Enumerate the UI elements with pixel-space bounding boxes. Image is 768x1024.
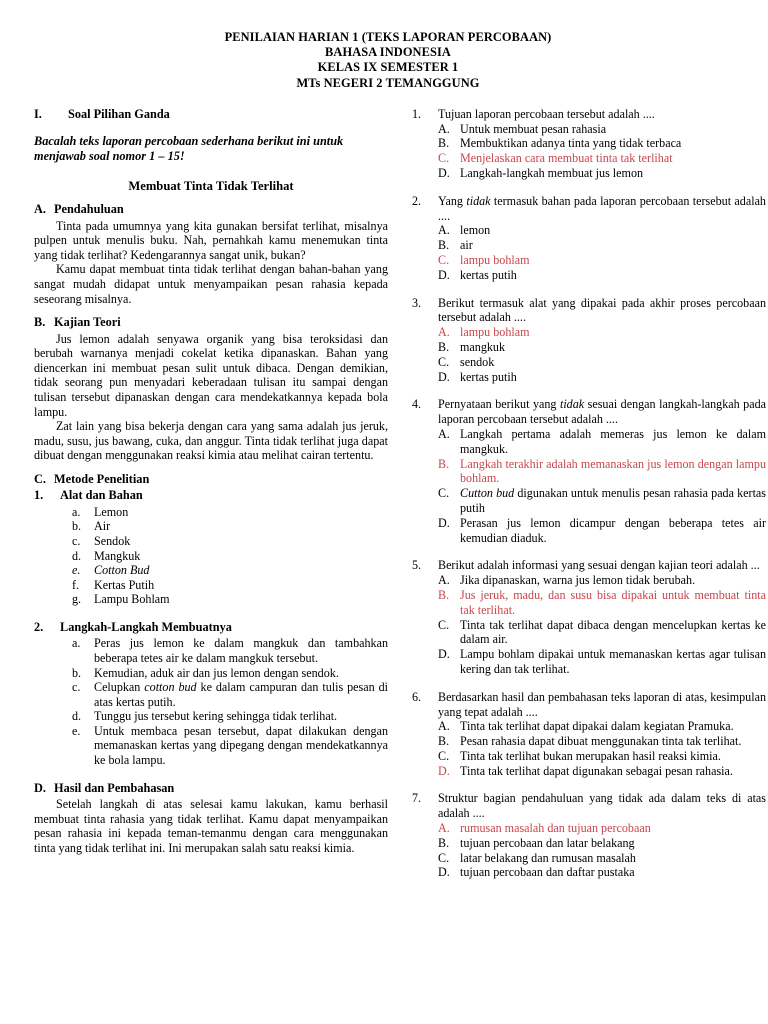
question-stem: [412, 558, 766, 573]
section-a-paragraph-2: Kamu dapat membuat tinta tidak terlihat dengan bahan-bahan yang sangat mudah didapat untuk menyampaikan pesan rahasia kepada seseorang misalnya.: [34, 262, 388, 306]
option-item[interactable]: [412, 268, 766, 283]
option-text: mangkuk: [460, 339, 506, 354]
question-number: 1.: [412, 106, 422, 121]
material-item-text: Cotton Bud: [94, 563, 150, 578]
question-text: Tujuan laporan percobaan tersebut adalah ....: [438, 106, 655, 121]
option-label: C.: [438, 850, 450, 865]
material-item-label: b.: [72, 519, 82, 534]
material-item: [34, 549, 388, 564]
left-column: [34, 107, 388, 856]
step-item: [34, 680, 388, 709]
option-text: Tinta tak terlihat dapat digunakan sebagai pesan rahasia.: [460, 763, 733, 778]
option-item[interactable]: [412, 734, 766, 749]
material-item-label: c.: [72, 533, 81, 548]
option-label: A.: [438, 426, 450, 441]
option-label: B.: [438, 238, 450, 253]
option-text: Jus jeruk, madu, dan susu bisa dipakai untuk membuat tinta tak terlihat.: [460, 587, 766, 617]
material-item-text: Air: [94, 519, 111, 534]
option-text: air: [460, 238, 473, 253]
material-item: [34, 563, 388, 578]
option-item[interactable]: [412, 457, 766, 487]
two-column-body: [34, 106, 767, 893]
option-label: A.: [438, 821, 450, 836]
material-item-text: Mangkuk: [94, 548, 141, 563]
question-stem: [412, 791, 766, 821]
step-item: [34, 709, 388, 724]
subsection-c2-label: 2.: [34, 619, 44, 634]
question-text: Berdasarkan hasil dan pembahasan teks laporan di atas, kesimpulan yang tepat adalah ....: [438, 689, 766, 719]
option-label: D.: [438, 369, 450, 384]
question-block: [412, 194, 766, 283]
option-text: latar belakang dan rumusan masalah: [460, 850, 636, 865]
option-label: D.: [438, 865, 450, 880]
question-number: 5.: [412, 558, 422, 573]
question-block: [412, 791, 766, 880]
right-column: [412, 107, 766, 893]
materials-list: [34, 505, 388, 607]
subsection-c2-heading: [34, 620, 388, 635]
steps-list: [34, 636, 388, 767]
option-text: Tinta tak terlihat dapat dibaca dengan mencelupkan kertas ke dalam air.: [460, 617, 766, 647]
subsection-c2-title: Langkah-Langkah Membuatnya: [60, 619, 232, 634]
option-item[interactable]: [412, 865, 766, 880]
option-item[interactable]: [412, 238, 766, 253]
emphasis-term: tidak: [559, 397, 585, 412]
material-item-label: f.: [72, 577, 80, 592]
option-text: tujuan percobaan dan daftar pustaka: [460, 865, 635, 880]
option-label: C.: [438, 354, 450, 369]
subsection-c-title: Metode Penelitian: [54, 471, 150, 486]
section-heading-roman: [34, 107, 388, 122]
subsection-a-heading: [34, 202, 388, 217]
option-item[interactable]: [412, 588, 766, 618]
option-label: B.: [438, 339, 450, 354]
question-stem: [412, 194, 766, 224]
option-label: D.: [438, 166, 450, 180]
option-label: A.: [438, 325, 450, 340]
option-item[interactable]: [412, 821, 766, 836]
option-label: A.: [438, 719, 450, 734]
option-text: Lampu bohlam dipakai untuk memanaskan kertas agar tulisan kering dan tak terlihat.: [460, 647, 766, 676]
subsection-c1-title: Alat dan Bahan: [60, 488, 143, 503]
passage-title: Membuat Tinta Tidak Terlihat: [128, 179, 294, 194]
subsection-c1-label: 1.: [34, 488, 44, 503]
subsection-a-label: A.: [34, 202, 46, 217]
material-item-label: d.: [72, 548, 82, 563]
step-item-label: b.: [72, 665, 82, 680]
question-number: 3.: [412, 295, 422, 310]
option-list: [412, 122, 766, 181]
option-item[interactable]: [412, 122, 766, 137]
option-label: A.: [438, 223, 450, 238]
option-item[interactable]: [412, 325, 766, 340]
question-number: 7.: [412, 791, 422, 806]
option-list: [412, 573, 766, 677]
subsection-d-heading: [34, 781, 388, 796]
question-text: Yang tidak termasuk bahan pada laporan percobaan tersebut adalah ....: [438, 193, 766, 223]
material-item: [34, 519, 388, 534]
step-item-label: a.: [72, 636, 81, 651]
material-item-label: e.: [72, 563, 81, 578]
option-label: C.: [438, 748, 450, 763]
step-item: [34, 636, 388, 665]
question-block: [412, 296, 766, 385]
question-stem: [412, 397, 766, 427]
option-label: B.: [438, 587, 450, 602]
option-list: [412, 427, 766, 545]
option-text: Tinta tak terlihat dapat dipakai dalam kegiatan Pramuka.: [460, 719, 734, 734]
option-label: B.: [438, 136, 450, 151]
step-item-label: c.: [72, 680, 81, 695]
option-item[interactable]: [412, 253, 766, 268]
emphasis-term: tidak: [466, 193, 491, 208]
option-item[interactable]: [412, 427, 766, 457]
header-line-2: BAHASA INDONESIA: [325, 45, 451, 60]
material-item-text: Lampu Bohlam: [94, 592, 170, 607]
step-item-label: e.: [72, 723, 81, 738]
material-item: [34, 505, 388, 520]
step-item-text: Tunggu jus tersebut kering sehingga tidak terlihat.: [94, 709, 338, 724]
emphasis-term: Cutton bud: [460, 486, 515, 501]
option-text: Pesan rahasia dapat dibuat menggunakan tinta tak terlihat.: [460, 734, 742, 749]
option-label: D.: [438, 647, 450, 662]
subsection-d-label: D.: [34, 780, 46, 795]
option-text: kertas putih: [460, 369, 517, 384]
material-item-text: Lemon: [94, 504, 129, 519]
subsection-b-heading: [34, 315, 388, 330]
option-list: [412, 223, 766, 282]
step-item-text: Kemudian, aduk air dan jus lemon dengan sendok.: [94, 665, 339, 680]
subsection-d-title: Hasil dan Pembahasan: [54, 780, 175, 795]
section-b-paragraph-2: Zat lain yang bisa bekerja dengan cara yang sama adalah jus jeruk, madu, susu, jus bawang, cuka, dan anggur. Tinta tidak terlihat juga dapat dibuat dengan menggunakan reaksi kimia atau melihat cairan tertentu.: [34, 419, 388, 463]
option-text: sendok: [460, 354, 495, 369]
option-label: C.: [438, 486, 450, 501]
option-item[interactable]: [412, 151, 766, 166]
option-item[interactable]: [412, 486, 766, 516]
reading-instruction: Bacalah teks laporan percobaan sederhana berikut ini untuk menjawab soal nomor 1 – 15!: [34, 133, 344, 164]
option-item[interactable]: [412, 851, 766, 866]
option-label: C.: [438, 252, 450, 267]
step-item-label: d.: [72, 709, 82, 724]
question-block: [412, 690, 766, 779]
option-label: C.: [438, 617, 450, 632]
option-item[interactable]: [412, 836, 766, 851]
option-item[interactable]: [412, 166, 766, 181]
question-block: [412, 558, 766, 676]
spacer: [34, 607, 388, 620]
material-item: [34, 534, 388, 549]
option-item[interactable]: [412, 516, 766, 546]
subsection-a-title: Pendahuluan: [54, 202, 124, 217]
subsection-c-heading: [34, 472, 388, 487]
step-item: [34, 724, 388, 768]
header-line-3: KELAS IX SEMESTER 1: [317, 60, 459, 75]
emphasis-term: cotton bud: [144, 680, 197, 695]
option-text: Langkah pertama adalah memeras jus lemon ke dalam mangkuk.: [460, 426, 766, 456]
option-text: tujuan percobaan dan latar belakang: [460, 835, 635, 850]
material-item-label: a.: [72, 504, 81, 519]
question-block: [412, 397, 766, 545]
spacer: [34, 463, 388, 472]
option-text: Tinta tak terlihat bukan merupakan hasil reaksi kimia.: [460, 748, 721, 763]
question-stem: [412, 690, 766, 720]
header-line-1: PENILAIAN HARIAN 1 (TEKS LAPORAN PERCOBAAN): [224, 30, 552, 44]
option-label: D.: [438, 515, 450, 530]
option-text: Untuk membuat pesan rahasia: [460, 121, 607, 136]
section-d-paragraph-1: Setelah langkah di atas selesai kamu lakukan, kamu berhasil membuat tinta rahasia yang tidak terlihat. Kamu dapat menyampaikan pesan rahasia ini kepada teman-temanmu dengan cara menggunakan tinta yang tidak terlihat ini. Ini merupakan salah satu reaksi kimia.: [34, 797, 388, 855]
option-text: lemon: [460, 223, 491, 238]
option-item[interactable]: [412, 764, 766, 779]
question-number: 2.: [412, 193, 422, 208]
option-item[interactable]: [412, 370, 766, 385]
option-label: C.: [438, 151, 450, 166]
option-text: lampu bohlam: [460, 252, 530, 267]
option-list: [412, 821, 766, 880]
section-roman-number: I.: [34, 106, 42, 121]
spacer: [34, 768, 388, 781]
question-stem: [412, 296, 766, 326]
header-line-4: MTs NEGERI 2 TEMANGGUNG: [296, 75, 480, 90]
option-label: D.: [438, 763, 450, 778]
step-item-text: Celupkan cotton bud ke dalam campuran dan tulis pesan di atas kertas putih.: [94, 680, 388, 709]
question-text: Berikut adalah informasi yang sesuai dengan kajian teori adalah ...: [438, 558, 760, 573]
section-b-paragraph-1: Jus lemon adalah senyawa organik yang bisa teroksidasi dan berubah warnanya menjadi cokelat ketika dipanaskan. Bahan yang diencerkan ini membuat pesan sulit untuk dibaca. Dengan demikian, tidak seorang pun menyadari keberadaan tulisan itu sampai dengan tulisan tersebut dipanaskan dengan cara mendekatkannya kepada bola lampu.: [34, 331, 388, 419]
material-item-text: Sendok: [94, 533, 131, 548]
subsection-b-label: B.: [34, 315, 46, 330]
option-text: kertas putih: [460, 267, 517, 282]
option-text: lampu bohlam: [460, 325, 530, 340]
option-label: B.: [438, 456, 450, 471]
material-item-text: Kertas Putih: [94, 577, 155, 592]
option-item[interactable]: [412, 719, 766, 734]
material-item: [34, 592, 388, 607]
step-item-text: Peras jus lemon ke dalam mangkuk dan tambahkan beberapa tetes air ke dalam mangkuk tersebut.: [94, 636, 388, 665]
document-header: [34, 30, 742, 91]
step-item: [34, 666, 388, 681]
question-number: 4.: [412, 397, 422, 412]
question-text: Berikut termasuk alat yang dipakai pada akhir proses percobaan tersebut adalah ....: [438, 295, 766, 325]
spacer: [34, 306, 388, 315]
option-item[interactable]: [412, 618, 766, 648]
option-text: Cutton bud digunakan untuk menulis pesan rahasia pada kertas putih: [460, 486, 767, 515]
option-text: Langkah-langkah membuat jus lemon: [460, 166, 644, 180]
question-number: 6.: [412, 689, 422, 704]
question-text: Struktur bagian pendahuluan yang tidak ada dalam teks di atas adalah ....: [438, 791, 766, 821]
option-list: [412, 325, 766, 384]
option-text: Menjelaskan cara membuat tinta tak terlihat: [460, 151, 673, 166]
option-text: rumusan masalah dan tujuan percobaan: [460, 821, 651, 836]
option-text: Jika dipanaskan, warna jus lemon tidak berubah.: [460, 573, 696, 588]
option-item[interactable]: [412, 340, 766, 355]
option-label: A.: [438, 573, 450, 588]
question-text: Pernyataan berikut yang tidak sesuai dengan langkah-langkah pada laporan percobaan tersebut adalah ....: [438, 397, 766, 427]
subsection-c1-heading: [34, 488, 388, 503]
option-text: Membuktikan adanya tinta yang tidak terbaca: [460, 136, 682, 151]
option-label: B.: [438, 835, 450, 850]
option-label: B.: [438, 734, 450, 749]
option-text: Langkah terakhir adalah memanaskan jus lemon dengan lampu bohlam.: [460, 456, 766, 486]
option-item[interactable]: [412, 223, 766, 238]
option-item[interactable]: [412, 355, 766, 370]
subsection-c-label: C.: [34, 471, 46, 486]
option-list: [412, 719, 766, 778]
option-label: D.: [438, 267, 450, 282]
material-item-label: g.: [72, 592, 82, 607]
material-item: [34, 578, 388, 593]
option-item[interactable]: [412, 136, 766, 151]
option-label: A.: [438, 121, 450, 136]
section-a-paragraph-1: Tinta pada umumnya yang kita gunakan bersifat terlihat, misalnya pulpen untuk menulis buku. Nah, pernahkah kamu menemukan tinta yang tidak terlihat? Kedengarannya sangat unik, bukan?: [34, 218, 388, 262]
question-block: [412, 107, 766, 181]
step-item-text: Untuk membaca pesan tersebut, dapat dilakukan dengan memanaskan kertas yang dipegang dengan mendekatkannya ke bola lampu.: [94, 723, 388, 768]
subsection-b-title: Kajian Teori: [54, 315, 121, 330]
option-text: Perasan jus lemon dicampur dengan beberapa tetes air kemudian diaduk.: [460, 515, 766, 545]
option-item[interactable]: [412, 749, 766, 764]
option-item[interactable]: [412, 647, 766, 677]
option-item[interactable]: [412, 573, 766, 588]
section-roman-title: Soal Pilihan Ganda: [68, 106, 170, 121]
question-stem: [412, 107, 766, 122]
